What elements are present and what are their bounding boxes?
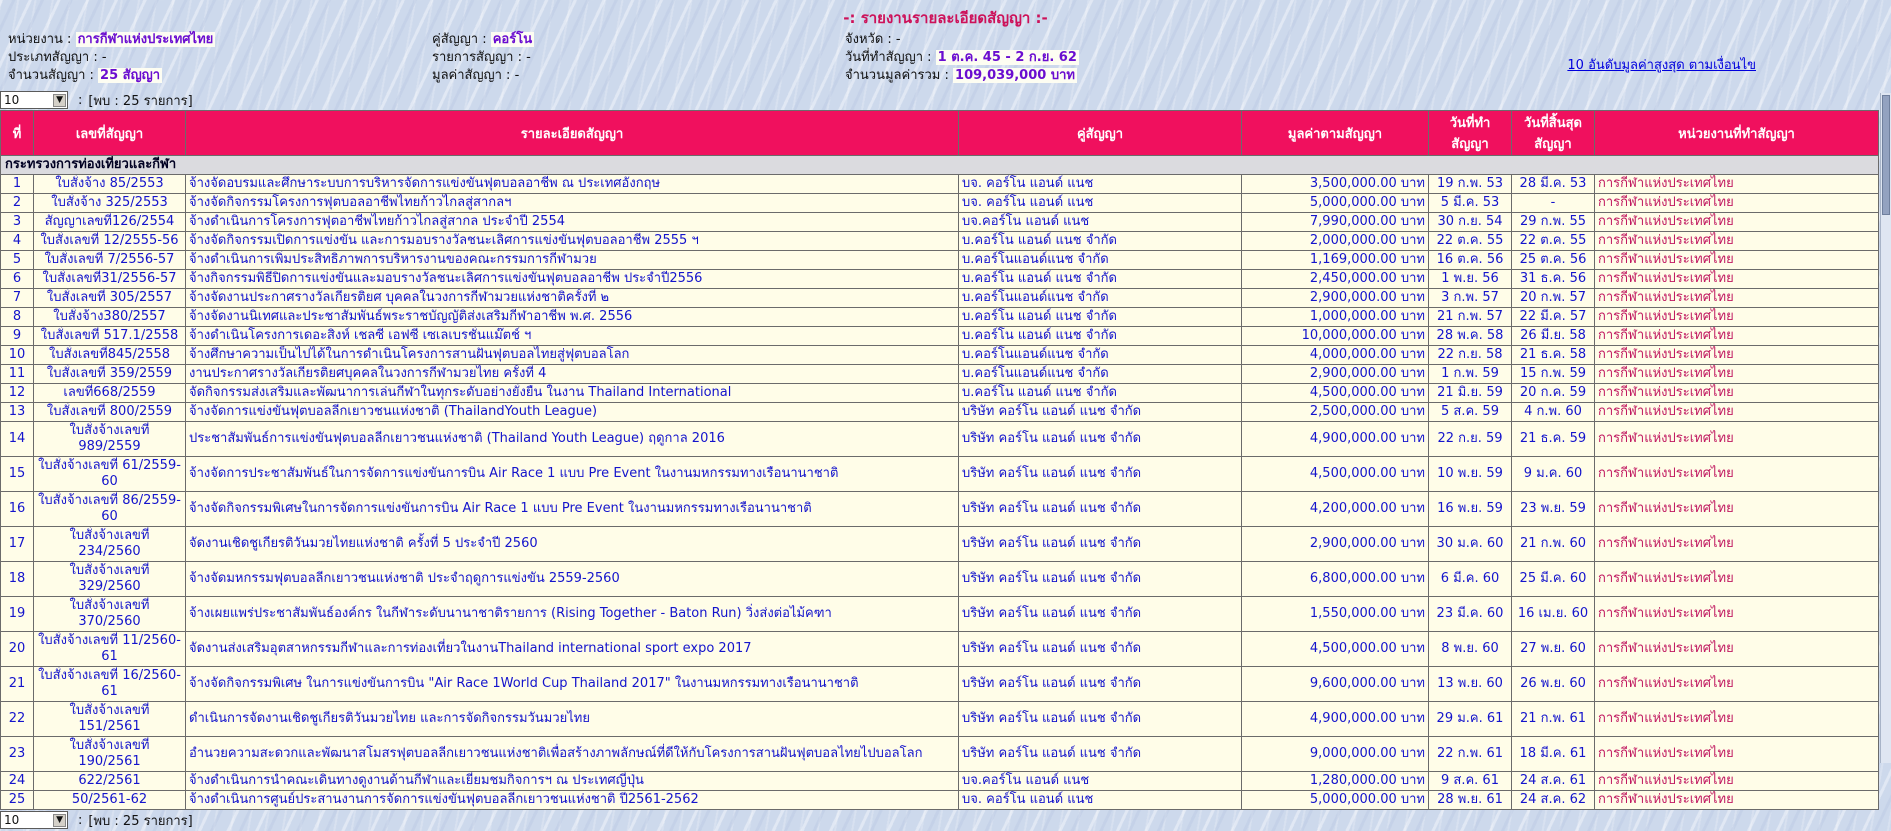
table-row [1,702,1879,737]
row-no: 22 [1,702,34,737]
contract-amount: 4,500,000.00 บาท [1242,384,1429,403]
info-label: จำนวนมูลค่ารวม : [845,68,953,83]
table-row [1,492,1879,527]
contract-agency: การกีฬาแห่งประเทศไทย [1595,346,1879,365]
contract-no: ใบสั่งเลขที่ 7/2556-57 [34,251,186,270]
table-header-row [1,111,1879,156]
contract-amount: 6,800,000.00 บาท [1242,562,1429,597]
contract-amount: 4,500,000.00 บาท [1242,632,1429,667]
info-value: การกีฬาแห่งประเทศไทย [76,32,216,47]
contract-amount: 3,500,000.00 บาท [1242,175,1429,194]
table-row [1,791,1879,810]
date-start: 21 ก.พ. 57 [1429,308,1512,327]
info-contract-count [8,68,215,84]
contract-agency: การกีฬาแห่งประเทศไทย [1595,384,1879,403]
contract-party: บจ. คอร์โน แอนด์ แนช [959,175,1242,194]
contract-amount: 1,280,000.00 บาท [1242,772,1429,791]
date-start: 1 ก.พ. 59 [1429,365,1512,384]
row-no: 6 [1,270,34,289]
table-row [1,308,1879,327]
contract-party: บจ. คอร์โน แอนด์ แนช [959,791,1242,810]
info-label: วันที่ทำสัญญา : [845,50,936,65]
vertical-scrollbar[interactable] [1880,93,1891,763]
info-label: คู่สัญญา : [432,32,491,47]
date-end: 28 มี.ค. 53 [1512,175,1595,194]
contract-no: ใบสั่งจ้างเลขที่ 329/2560 [34,562,186,597]
contract-no: ใบสั่งเลขที่ 359/2559 [34,365,186,384]
contract-party: บจ.คอร์โน แอนด์ แนช [959,213,1242,232]
contract-detail: จ้างดำเนินการโครงการฟุตอาชีพไทยก้าวไกลสู่สากล ประจำปี 2554 [186,213,959,232]
contract-party: บ.คอร์โน แอนด์ แนช จำกัด [959,270,1242,289]
contract-party: บ.คอร์โนแอนด์แนช จำกัด [959,289,1242,308]
date-end: 16 เม.ย. 60 [1512,597,1595,632]
contract-amount: 4,900,000.00 บาท [1242,422,1429,457]
contract-party: บริษัท คอร์โน แอนด์ แนช จำกัด [959,597,1242,632]
table-row [1,213,1879,232]
row-no: 1 [1,175,34,194]
contract-agency: การกีฬาแห่งประเทศไทย [1595,457,1879,492]
contract-agency: การกีฬาแห่งประเทศไทย [1595,737,1879,772]
table-row [1,457,1879,492]
date-end: 15 ก.พ. 59 [1512,365,1595,384]
pager-top [0,90,1891,110]
table-row [1,667,1879,702]
contract-amount: 2,450,000.00 บาท [1242,270,1429,289]
contract-detail: จ้างจัดงานประกาศรางวัลเกียรติยศ บุคคลในวงการกีฬามวยแห่งชาติครั้งที่ ๒ [186,289,959,308]
table-row [1,632,1879,667]
date-start: 19 ก.พ. 53 [1429,175,1512,194]
contract-party: บริษัท คอร์โน แอนด์ แนช จำกัด [959,492,1242,527]
contract-no: ใบสั่งจ้างเลขที่ 151/2561 [34,702,186,737]
contract-detail: จัดงานส่งเสริมอุตสาหกรรมกีฬาและการท่องเที่ยวในงานThailand international sport expo 2017 [186,632,959,667]
contract-party: บ.คอร์โน แอนด์ แนช จำกัด [959,384,1242,403]
col-header-no: ที่ [1,111,34,156]
row-no: 24 [1,772,34,791]
table-row [1,422,1879,457]
info-value: 109,039,000 บาท [953,68,1077,83]
date-end: - [1512,194,1595,213]
contract-amount: 9,000,000.00 บาท [1242,737,1429,772]
ministry-group-row [1,156,1879,175]
contract-agency: การกีฬาแห่งประเทศไทย [1595,667,1879,702]
date-start: 28 พ.ย. 61 [1429,791,1512,810]
row-no: 18 [1,562,34,597]
row-no: 14 [1,422,34,457]
contract-party: บริษัท คอร์โน แอนด์ แนช จำกัด [959,457,1242,492]
ministry-group-label: กระทรวงการท่องเที่ยวและกีฬา [1,156,1879,175]
contract-no: ใบสั่งจ้างเลขที่ 16/2560-61 [34,667,186,702]
table-row [1,562,1879,597]
date-end: 21 ธ.ค. 59 [1512,422,1595,457]
row-no: 15 [1,457,34,492]
date-end: 22 มี.ค. 57 [1512,308,1595,327]
info-label: จำนวนสัญญา : [8,68,98,83]
date-end: 23 พ.ย. 59 [1512,492,1595,527]
info-value: - [102,50,107,65]
contracts-table [0,110,1879,810]
info-value: 1 ต.ค. 45 - 2 ก.ย. 62 [936,50,1079,65]
contract-detail: งานประกาศรางวัลเกียรติยศบุคคลในวงการกีฬามวยไทย ครั้งที่ 4 [186,365,959,384]
contract-party: บริษัท คอร์โน แอนด์ แนช จำกัด [959,737,1242,772]
contract-no: เลขที่668/2559 [34,384,186,403]
contract-detail: จ้างจัดกิจกรรมเปิดการแข่งขัน และการมอบรางวัลชนะเลิศการแข่งขันฟุตบอลอาชีพ 2555 ฯ [186,232,959,251]
row-no: 25 [1,791,34,810]
info-contract-item [432,50,534,66]
info-value: 25 สัญญา [98,68,162,83]
contract-agency: การกีฬาแห่งประเทศไทย [1595,270,1879,289]
contract-party: บจ.คอร์โน แอนด์ แนช [959,772,1242,791]
table-row [1,403,1879,422]
contract-no: ใบสั่งจ้างเลขที่ 370/2560 [34,597,186,632]
page-title: -: รายงานรายละเอียดสัญญา :- [0,6,1891,30]
contract-party: บริษัท คอร์โน แอนด์ แนช จำกัด [959,667,1242,702]
col-header-agency: หน่วยงานที่ทำสัญญา [1595,111,1879,156]
contract-amount: 2,900,000.00 บาท [1242,289,1429,308]
date-end: 18 มี.ค. 61 [1512,737,1595,772]
table-row [1,270,1879,289]
date-start: 13 พ.ย. 60 [1429,667,1512,702]
contract-detail: จัดกิจกรรมส่งเสริมและพัฒนาการเล่นกีฬาในทุกระดับอย่างยั่งยืน ในงาน Thailand International [186,384,959,403]
date-end: 21 ธ.ค. 58 [1512,346,1595,365]
contract-party: บริษัท คอร์โน แอนด์ แนช จำกัด [959,403,1242,422]
contract-no: ใบสั่งจ้างเลขที่ 190/2561 [34,737,186,772]
contract-amount: 5,000,000.00 บาท [1242,791,1429,810]
date-start: 16 ต.ค. 56 [1429,251,1512,270]
contract-party: บ.คอร์โน แอนด์ แนช จำกัด [959,232,1242,251]
contract-detail: จ้างศึกษาความเป็นไปได้ในการดำเนินโครงการสานฝันฟุตบอลไทยสู่ฟุตบอลโลก [186,346,959,365]
page-size-select[interactable] [0,91,68,109]
contract-detail: จ้างดำเนินการเพิ่มประสิทธิภาพการบริหารงานของคณะกรรมการกีฬามวย [186,251,959,270]
contract-party: บริษัท คอร์โน แอนด์ แนช จำกัด [959,562,1242,597]
contract-detail: จ้างจัดงานนิเทศและประชาสัมพันธ์พระราชบัญญัติส่งเสริมกีฬาอาชีพ พ.ศ. 2556 [186,308,959,327]
info-contract-date-range [845,50,1079,66]
contract-amount: 4,200,000.00 บาท [1242,492,1429,527]
col-header-detail: รายละเอียดสัญญา [186,111,959,156]
chevron-down-icon: ▼ [53,94,66,107]
contract-party: บริษัท คอร์โน แอนด์ แนช จำกัด [959,702,1242,737]
row-no: 8 [1,308,34,327]
info-total-value [845,68,1079,84]
contract-agency: การกีฬาแห่งประเทศไทย [1595,702,1879,737]
contract-no: ใบสั่งเลขที่31/2556-57 [34,270,186,289]
contract-agency: การกีฬาแห่งประเทศไทย [1595,527,1879,562]
contract-amount: 4,000,000.00 บาท [1242,346,1429,365]
contract-no: ใบสั่งจ้างเลขที่ 61/2559-60 [34,457,186,492]
date-start: 22 ก.ย. 59 [1429,422,1512,457]
contract-party: บ.คอร์โนแอนด์แนช จำกัด [959,365,1242,384]
info-column-left [8,32,215,86]
contract-amount: 1,000,000.00 บาท [1242,308,1429,327]
date-end: 20 ก.ค. 59 [1512,384,1595,403]
info-party [432,32,534,48]
contract-agency: การกีฬาแห่งประเทศไทย [1595,632,1879,667]
date-end: 26 พ.ย. 60 [1512,667,1595,702]
contract-agency: การกีฬาแห่งประเทศไทย [1595,403,1879,422]
row-no: 17 [1,527,34,562]
contract-no: 50/2561-62 [34,791,186,810]
table-row [1,365,1879,384]
date-start: 30 ม.ค. 60 [1429,527,1512,562]
date-end: 25 มี.ค. 60 [1512,562,1595,597]
row-no: 5 [1,251,34,270]
col-header-date-end: วันที่สิ้นสุดสัญญา [1512,111,1595,156]
contract-no: ใบสั่งจ้าง 85/2553 [34,175,186,194]
table-row [1,737,1879,772]
row-no: 2 [1,194,34,213]
contract-detail: จ้างจัดการแข่งขันฟุตบอลลีกเยาวชนแห่งชาติ (ThailandYouth League) [186,403,959,422]
contract-party: บริษัท คอร์โน แอนด์ แนช จำกัด [959,632,1242,667]
date-start: 10 พ.ย. 59 [1429,457,1512,492]
contract-amount: 2,900,000.00 บาท [1242,527,1429,562]
contract-agency: การกีฬาแห่งประเทศไทย [1595,562,1879,597]
date-start: 30 ก.ย. 54 [1429,213,1512,232]
contract-detail: จ้างดำเนินการศูนย์ประสานงานการจัดการแข่งขันฟุตบอลลีกเยาวชนแห่งชาติ ปี2561-2562 [186,791,959,810]
contract-detail: จ้างจัดอบรมและศึกษาระบบการบริหารจัดการแข่งขันฟุตบอลอาชีพ ณ ประเทศอังกฤษ [186,175,959,194]
top10-link[interactable]: 10 อันดับมูลค่าสูงสุด ตามเงื่อนไข [1567,54,1756,75]
contract-no: ใบสั่งจ้างเลขที่ 86/2559-60 [34,492,186,527]
date-start: 22 ก.พ. 61 [1429,737,1512,772]
contract-agency: การกีฬาแห่งประเทศไทย [1595,175,1879,194]
info-column-middle [432,32,534,86]
row-no: 23 [1,737,34,772]
date-start: 6 มี.ค. 60 [1429,562,1512,597]
contract-party: บจ. คอร์โน แอนด์ แนช [959,194,1242,213]
contract-amount: 2,500,000.00 บาท [1242,403,1429,422]
table-row [1,772,1879,791]
contract-detail: ดำเนินการจัดงานเชิดชูเกียรติวันมวยไทย และการจัดกิจกรรมวันมวยไทย [186,702,959,737]
contract-no: ใบสั่งเลขที่ 800/2559 [34,403,186,422]
contract-agency: การกีฬาแห่งประเทศไทย [1595,289,1879,308]
info-label: ประเภทสัญญา : [8,50,102,65]
row-no: 20 [1,632,34,667]
row-no: 12 [1,384,34,403]
pager-found-text: [พบ : 25 รายการ] [88,810,192,831]
contract-agency: การกีฬาแห่งประเทศไทย [1595,213,1879,232]
contract-amount: 1,169,000.00 บาท [1242,251,1429,270]
contract-party: บ.คอร์โนแอนด์แนช จำกัด [959,251,1242,270]
date-start: 3 ก.พ. 57 [1429,289,1512,308]
contract-amount: 10,000,000.00 บาท [1242,327,1429,346]
table-row [1,175,1879,194]
info-contract-type [8,50,215,66]
info-label: มูลค่าสัญญา : [432,68,515,83]
table-row [1,194,1879,213]
row-no: 21 [1,667,34,702]
col-header-amount: มูลค่าตามสัญญา [1242,111,1429,156]
date-end: 26 มี.ย. 58 [1512,327,1595,346]
info-value: คอร์โน [491,32,534,47]
contract-no: ใบสั่งเลขที่ 517.1/2558 [34,327,186,346]
contract-no: ใบสั่งเลขที่ 12/2555-56 [34,232,186,251]
col-header-contract-no: เลขที่สัญญา [34,111,186,156]
date-end: 27 พ.ย. 60 [1512,632,1595,667]
contract-amount: 2,900,000.00 บาท [1242,365,1429,384]
info-contract-value [432,68,534,84]
contract-detail: จ้างกิจกรรมพิธีปิดการแข่งขันและมอบรางวัลชนะเลิศการแข่งขันฟุตบอลอาชีพ ประจำปี2556 [186,270,959,289]
info-column-right [845,32,1079,86]
contract-agency: การกีฬาแห่งประเทศไทย [1595,597,1879,632]
contract-party: บริษัท คอร์โน แอนด์ แนช จำกัด [959,527,1242,562]
page-size-value: 10 [4,813,19,827]
row-no: 11 [1,365,34,384]
col-header-party: คู่สัญญา [959,111,1242,156]
info-agency [8,32,215,48]
table-row [1,597,1879,632]
date-start: 23 มี.ค. 60 [1429,597,1512,632]
info-value: - [526,50,531,65]
contract-amount: 4,500,000.00 บาท [1242,457,1429,492]
table-row [1,251,1879,270]
info-province [845,32,1079,48]
info-label: รายการสัญญา : [432,50,526,65]
row-no: 19 [1,597,34,632]
row-no: 9 [1,327,34,346]
contract-amount: 1,550,000.00 บาท [1242,597,1429,632]
pager-separator: : [78,813,82,828]
date-start: 9 ส.ค. 61 [1429,772,1512,791]
table-row [1,527,1879,562]
date-start: 28 พ.ค. 58 [1429,327,1512,346]
contract-no: ใบสั่งจ้างเลขที่ 234/2560 [34,527,186,562]
table-row [1,327,1879,346]
date-end: 24 ส.ค. 61 [1512,772,1595,791]
col-header-date-start: วันที่ทำสัญญา [1429,111,1512,156]
contract-agency: การกีฬาแห่งประเทศไทย [1595,194,1879,213]
date-start: 16 พ.ย. 59 [1429,492,1512,527]
contract-detail: อำนวยความสะดวกและพัฒนาสโมสรฟุตบอลลีกเยาวชนแห่งชาติเพื่อสร้างภาพลักษณ์ที่ดีให้กับโครงการสานฝันฟุตบอลไทยไปบอลโลก [186,737,959,772]
contract-agency: การกีฬาแห่งประเทศไทย [1595,422,1879,457]
date-start: 8 พ.ย. 60 [1429,632,1512,667]
row-no: 16 [1,492,34,527]
date-end: 22 ต.ค. 55 [1512,232,1595,251]
date-end: 4 ก.พ. 60 [1512,403,1595,422]
info-value: - [515,68,520,83]
contract-amount: 4,900,000.00 บาท [1242,702,1429,737]
date-end: 29 ก.พ. 55 [1512,213,1595,232]
page-size-value: 10 [4,93,19,107]
date-end: 24 ส.ค. 62 [1512,791,1595,810]
date-end: 21 ก.พ. 60 [1512,527,1595,562]
contract-amount: 7,990,000.00 บาท [1242,213,1429,232]
contract-no: ใบสั่งเลขที่ 305/2557 [34,289,186,308]
contract-no: ใบสั่งจ้างเลขที่ 989/2559 [34,422,186,457]
row-no: 10 [1,346,34,365]
info-label: จังหวัด : [845,32,896,47]
info-label: หน่วยงาน : [8,32,76,47]
contract-detail: จ้างจัดกิจกรรมโครงการฟุตบอลอาชีพไทยก้าวไกลสู่สากลฯ [186,194,959,213]
contract-detail: จ้างจัดกิจกรรมพิเศษในการจัดการแข่งขันการบิน Air Race 1 แบบ Pre Event ในงานมหกรรมทางเรือนานาชาติ [186,492,959,527]
contract-agency: การกีฬาแห่งประเทศไทย [1595,308,1879,327]
contract-party: บ.คอร์โนแอนด์แนช จำกัด [959,346,1242,365]
row-no: 4 [1,232,34,251]
table-row [1,289,1879,308]
contract-detail: จ้างดำเนินโครงการเดอะสิงห์ เชลซี เอฟซี เซเลเบรชั่นแม๊ตช์ ฯ [186,327,959,346]
contract-amount: 5,000,000.00 บาท [1242,194,1429,213]
contract-detail: จ้างเผยแพร่ประชาสัมพันธ์องค์กร ในกีฬาระดับนานาชาติรายการ (Rising Together - Baton Run) วิ่งส่งต่อไม้คฑา [186,597,959,632]
date-start: 1 พ.ย. 56 [1429,270,1512,289]
pager-bottom [0,810,1891,830]
contract-agency: การกีฬาแห่งประเทศไทย [1595,791,1879,810]
pager-found-text: [พบ : 25 รายการ] [88,90,192,111]
date-start: 22 ต.ค. 55 [1429,232,1512,251]
date-end: 25 ต.ค. 56 [1512,251,1595,270]
contract-agency: การกีฬาแห่งประเทศไทย [1595,251,1879,270]
table-row [1,384,1879,403]
scrollbar-thumb[interactable] [1882,95,1890,215]
contract-party: บริษัท คอร์โน แอนด์ แนช จำกัด [959,422,1242,457]
contract-no: ใบสั่งจ้างเลขที่ 11/2560-61 [34,632,186,667]
date-start: 22 ก.ย. 58 [1429,346,1512,365]
contract-party: บ.คอร์โน แอนด์ แนช จำกัด [959,327,1242,346]
date-start: 21 มิ.ย. 59 [1429,384,1512,403]
table-row [1,346,1879,365]
contract-detail: ประชาสัมพันธ์การแข่งขันฟุตบอลลีกเยาวชนแห่งชาติ (Thailand Youth League) ฤดูกาล 2016 [186,422,959,457]
contract-no: ใบสั่งจ้าง380/2557 [34,308,186,327]
date-end: 21 ก.พ. 61 [1512,702,1595,737]
contract-no: ใบสั่งเลขที่845/2558 [34,346,186,365]
contract-agency: การกีฬาแห่งประเทศไทย [1595,365,1879,384]
pager-separator: : [78,93,82,108]
contract-amount: 2,000,000.00 บาท [1242,232,1429,251]
contract-agency: การกีฬาแห่งประเทศไทย [1595,232,1879,251]
contract-agency: การกีฬาแห่งประเทศไทย [1595,772,1879,791]
contract-detail: จ้างจัดกิจกรรมพิเศษ ในการแข่งขันการบิน "Air Race 1World Cup Thailand 2017" ในงานมหกรรมทางเรือนานาชาติ [186,667,959,702]
date-start: 29 ม.ค. 61 [1429,702,1512,737]
contract-detail: จัดงานเชิดชูเกียรติวันมวยไทยแห่งชาติ ครั้งที่ 5 ประจำปี 2560 [186,527,959,562]
contract-no: ใบสั่งจ้าง 325/2553 [34,194,186,213]
report-header [0,0,1891,90]
row-no: 13 [1,403,34,422]
contract-no: 622/2561 [34,772,186,791]
contract-no: สัญญาเลขที่126/2554 [34,213,186,232]
date-end: 31 ธ.ค. 56 [1512,270,1595,289]
date-start: 5 มี.ค. 53 [1429,194,1512,213]
contract-detail: จ้างจัดมหกรรมฟุตบอลลีกเยาวชนแห่งชาติ ประจำฤดูการแข่งขัน 2559-2560 [186,562,959,597]
date-start: 5 ส.ค. 59 [1429,403,1512,422]
row-no: 3 [1,213,34,232]
page-size-select-bottom[interactable] [0,811,68,829]
contract-agency: การกีฬาแห่งประเทศไทย [1595,327,1879,346]
row-no: 7 [1,289,34,308]
chevron-down-icon: ▼ [53,814,66,827]
date-end: 9 ม.ค. 60 [1512,457,1595,492]
table-row [1,232,1879,251]
contract-detail: จ้างดำเนินการนำคณะเดินทางดูงานด้านกีฬาและเยี่ยมชมกิจการฯ ณ ประเทศญี่ปุ่น [186,772,959,791]
contract-party: บ.คอร์โน แอนด์ แนช จำกัด [959,308,1242,327]
info-value: - [896,32,901,47]
contract-detail: จ้างจัดการประชาสัมพันธ์ในการจัดการแข่งขันการบิน Air Race 1 แบบ Pre Event ในงานมหกรรมทางเรือนานาชาติ [186,457,959,492]
date-end: 20 ก.พ. 57 [1512,289,1595,308]
contract-amount: 9,600,000.00 บาท [1242,667,1429,702]
contract-agency: การกีฬาแห่งประเทศไทย [1595,492,1879,527]
